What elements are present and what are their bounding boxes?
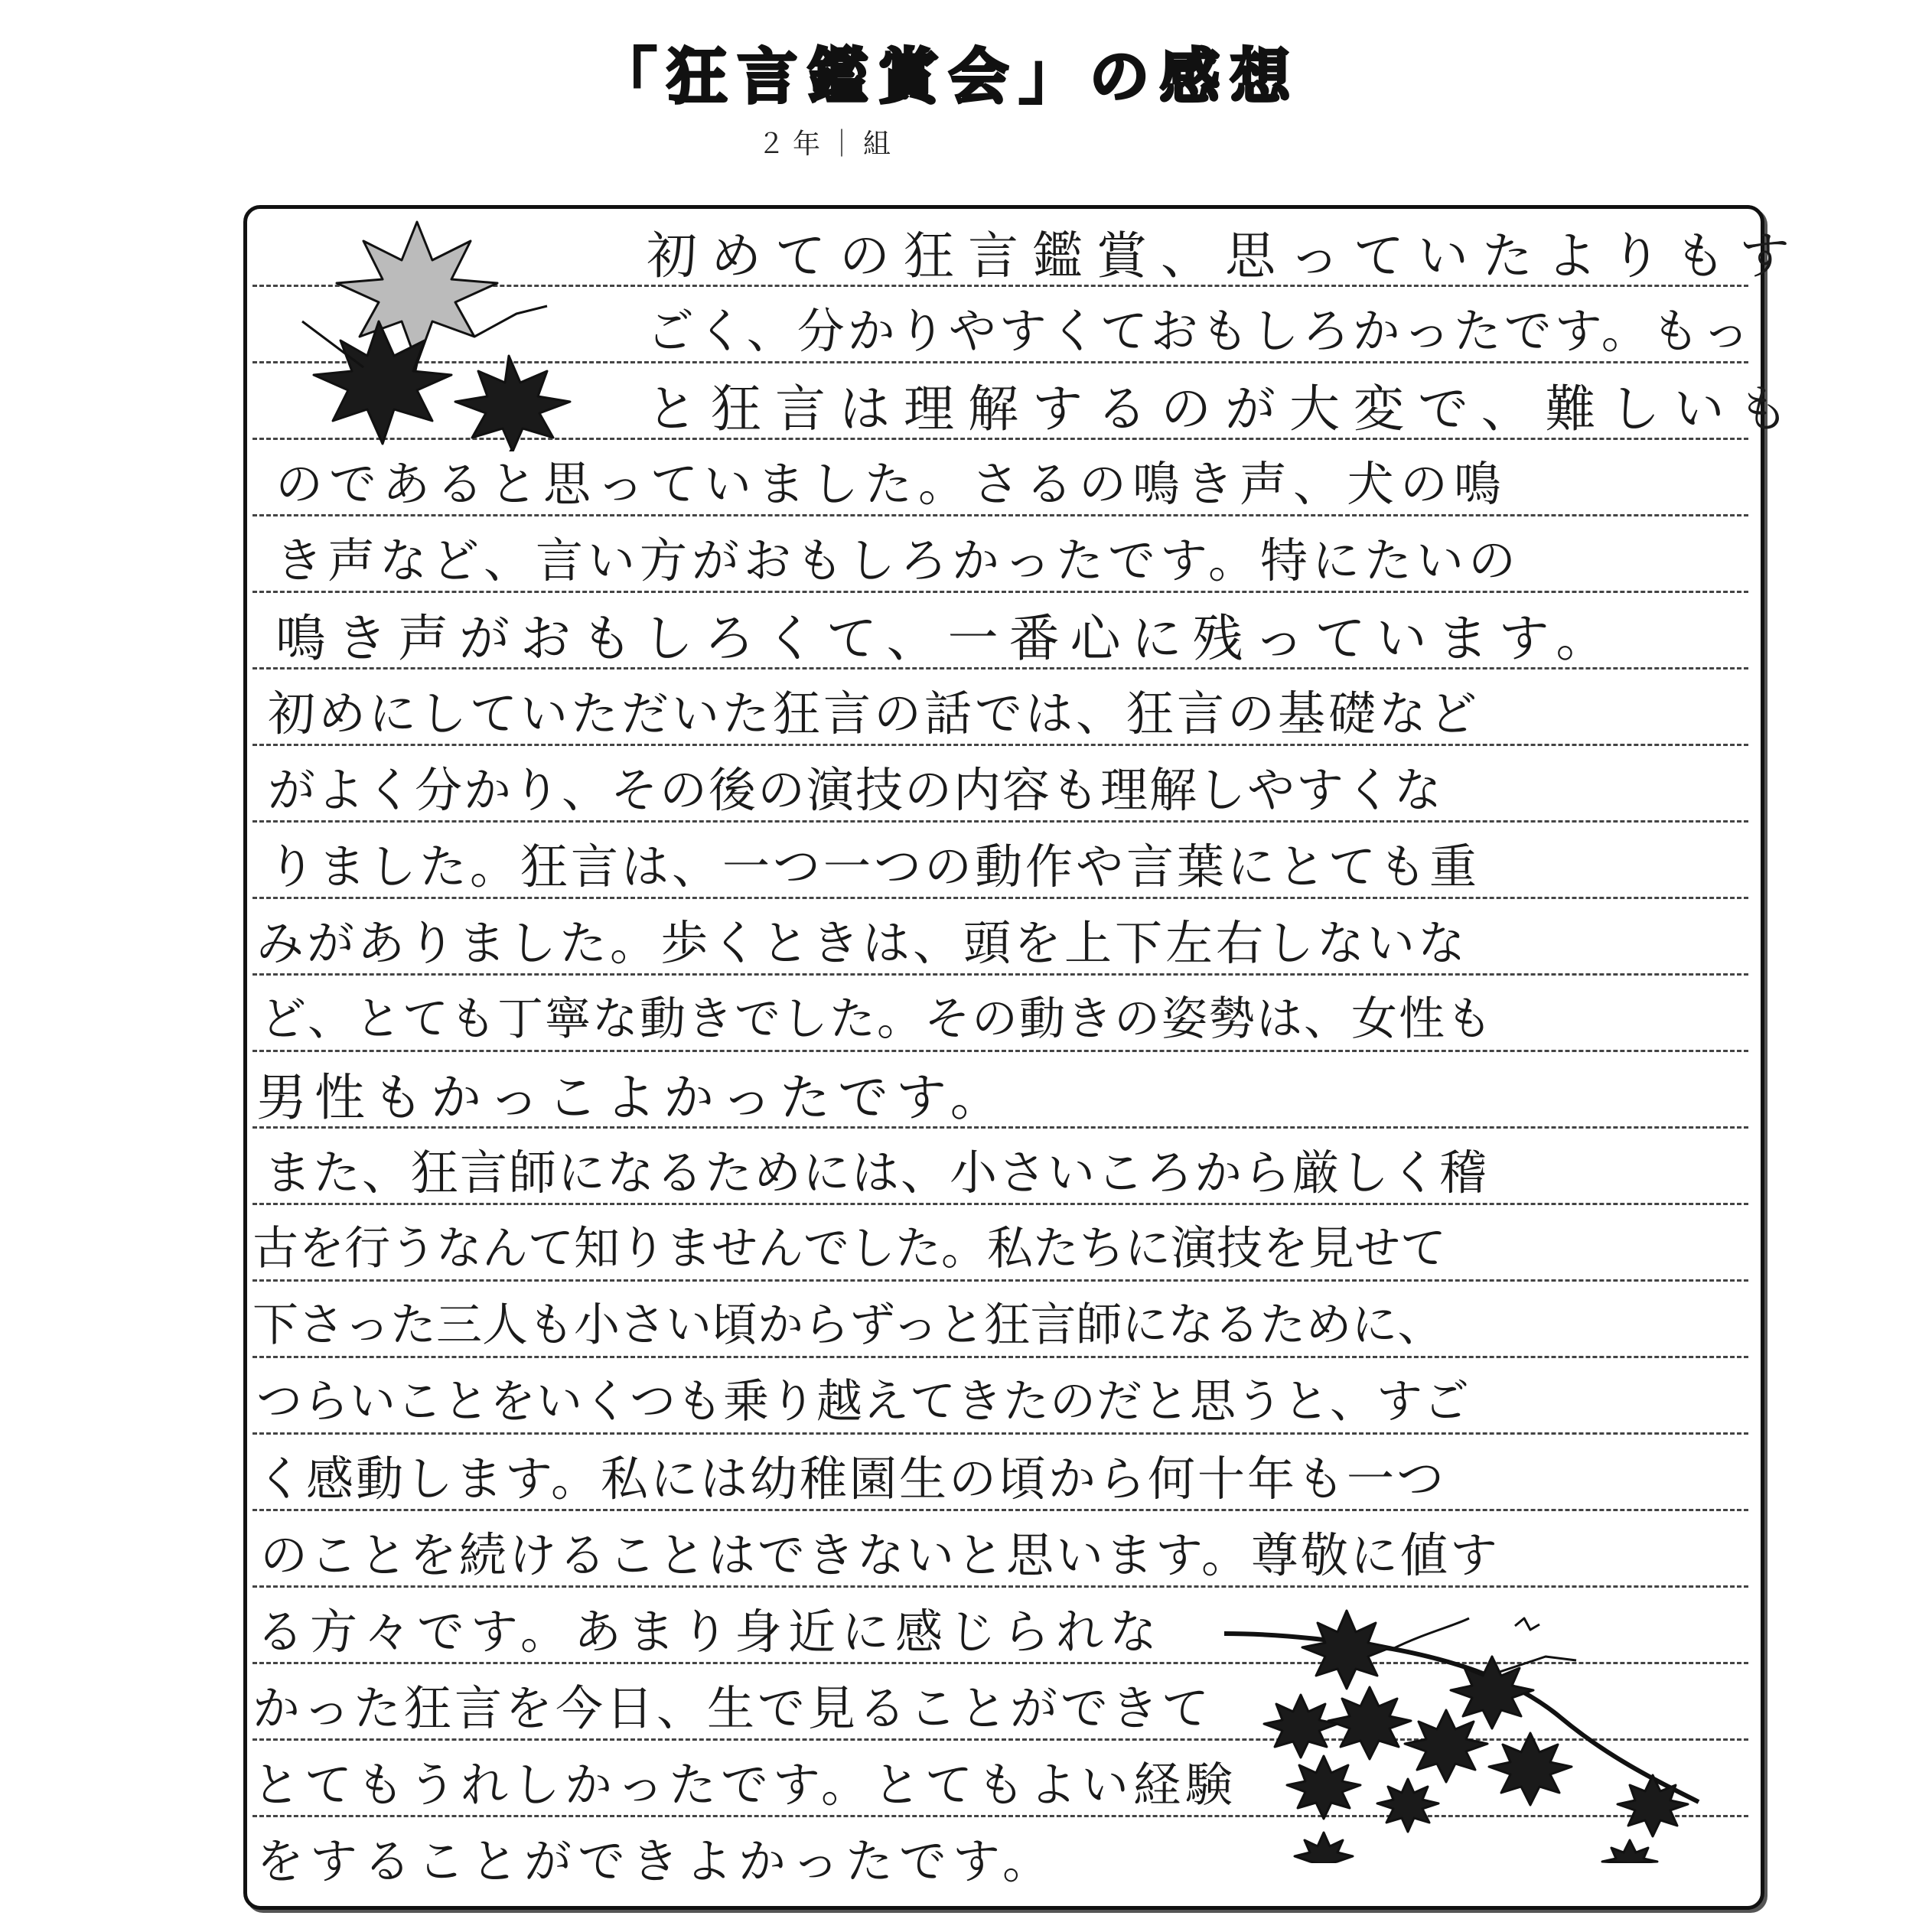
essay-line: がよく分かり、その後の演技の内容も理解しやすくな bbox=[268, 762, 1444, 818]
essay-line: 下さった三人も小さい頃からずっと狂言師になるために、 bbox=[252, 1298, 1444, 1352]
essay-line: 鳴き声がおもしろくて、一番心に残っています。 bbox=[275, 609, 1618, 668]
essay-line: る方々です。あまり身近に感じられな bbox=[256, 1604, 1164, 1660]
ruled-line bbox=[252, 1509, 1748, 1511]
essay-line: ど、とても丁寧な動きでした。その動きの姿勢は、女性も bbox=[260, 992, 1494, 1046]
essay-line: き声など、言い方がおもしろかったです。特にたいの bbox=[275, 533, 1521, 588]
ruled-line bbox=[252, 1203, 1748, 1205]
essay-line: と狂言は理解するのが大変で、難しいも bbox=[647, 380, 1803, 438]
ruled-line bbox=[252, 1356, 1748, 1358]
ruled-line bbox=[252, 514, 1748, 516]
essay-line: 初めての狂言鑑賞、思っていたよりもす bbox=[647, 226, 1803, 285]
maple-branch-icon bbox=[1224, 1603, 1722, 1863]
essay-line: 男性もかっこよかったです。 bbox=[256, 1068, 1008, 1127]
essay-line: のであると思っていました。さるの鳴き声、犬の鳴 bbox=[275, 456, 1508, 512]
essay-line: ごく、分かりやすくておもしろかったです。もっ bbox=[647, 303, 1753, 359]
essay-line: かった狂言を今日、生で見ることができて bbox=[252, 1680, 1213, 1736]
ruled-line bbox=[252, 1050, 1748, 1052]
essay-line: をすることができよかったです。 bbox=[256, 1833, 1057, 1889]
essay-line: 初めにしていただいた狂言の話では、狂言の基礎など bbox=[268, 686, 1481, 741]
essay-line: つらいことをいくつも乗り越えてきたのだと思うと、すご bbox=[256, 1375, 1470, 1429]
ruled-line bbox=[252, 744, 1748, 746]
ruled-line bbox=[252, 1279, 1748, 1282]
essay-line: りました。狂言は、一つ一つの動作や言葉にとても重 bbox=[268, 839, 1481, 894]
ruled-line bbox=[252, 1432, 1748, 1435]
essay-line: のことを続けることはできないと思います。尊敬に値す bbox=[260, 1527, 1500, 1583]
ruled-line bbox=[252, 897, 1748, 899]
class-label: ２年｜組 bbox=[757, 129, 899, 160]
essay-line: く感動します。私には幼稚園生の頃から何十年も一つ bbox=[256, 1451, 1447, 1507]
essay-line: 古を行うなんて知りませんでした。私たちに演技を見せて bbox=[252, 1222, 1446, 1276]
ruled-line bbox=[252, 1585, 1748, 1588]
essay-line: みがありました。歩くときは、頭を上下左右しないな bbox=[256, 915, 1469, 971]
essay-line: とてもうれしかったです。とてもよい経験 bbox=[252, 1757, 1238, 1813]
essay-line: また、狂言師になるためには、小さいころから厳しく稽 bbox=[264, 1145, 1489, 1201]
maple-leaves-icon bbox=[295, 214, 593, 451]
ruled-line bbox=[252, 973, 1748, 976]
page-title: 「狂言鑑賞会」の感想 bbox=[597, 43, 1302, 112]
ruled-line bbox=[252, 591, 1748, 593]
ruled-line bbox=[252, 820, 1748, 823]
